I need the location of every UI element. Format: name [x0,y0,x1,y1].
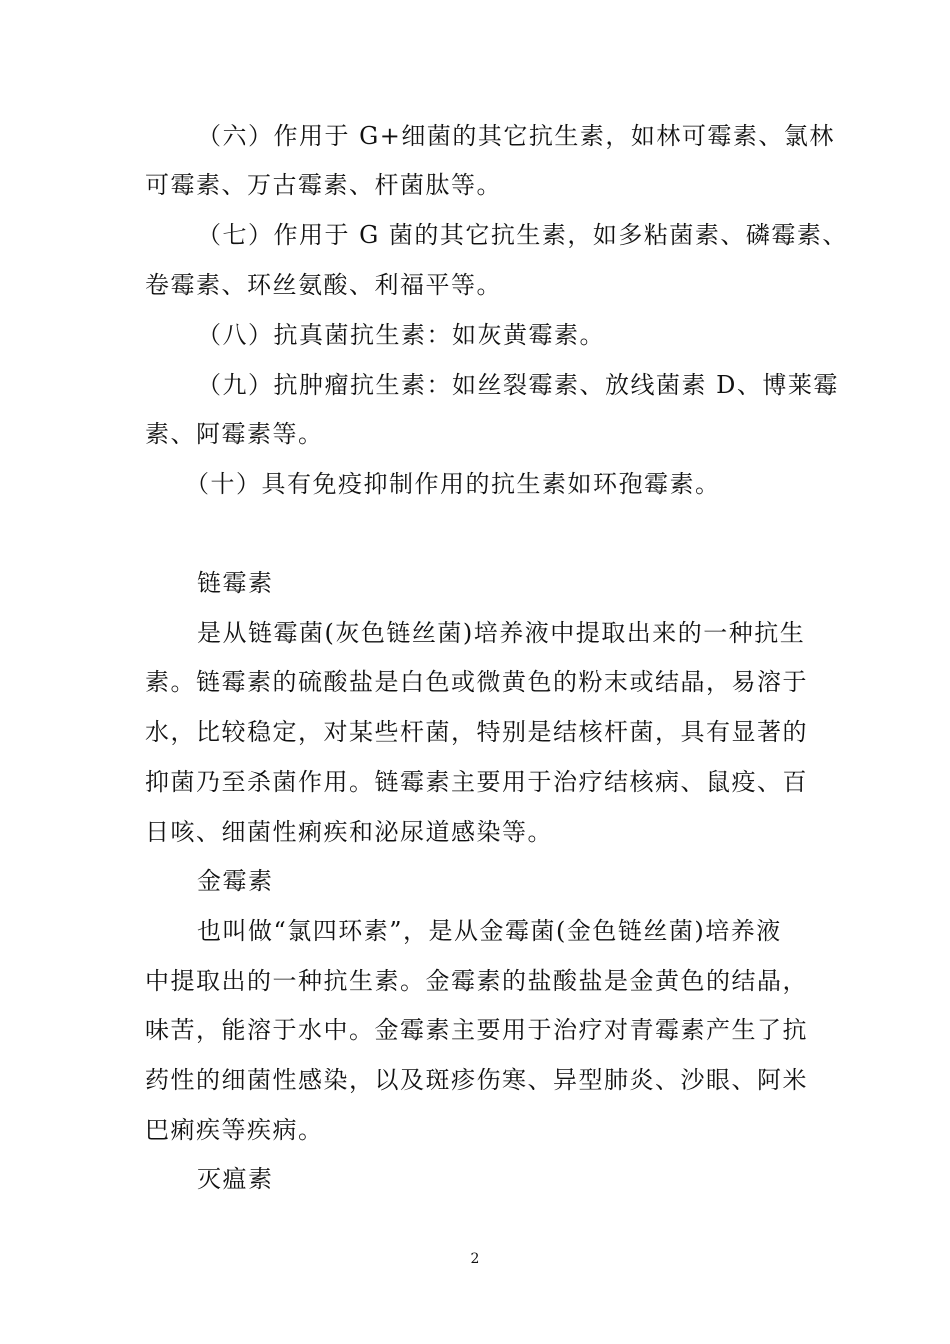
text-line: 中提取出的一种抗生素。金霉素的盐酸盐是金黄色的结晶， [145,967,808,995]
text-line: 可霉素、万古霉素、杆菌肽等。 [145,171,502,199]
text-line: （六）作用于 G+细菌的其它抗生素，如林可霉素、氯林 [197,122,835,150]
text-line: （八）抗真菌抗生素：如灰黄霉素。 [197,321,605,349]
text-line: 也叫做“氯四环素”，是从金霉菌(金色链丝菌)培养液 [197,917,782,945]
text-line: （七）作用于 G 菌的其它抗生素，如多粘菌素、磷霉素、 [197,221,848,249]
text-line: 素。链霉素的硫酸盐是白色或微黄色的粉末或结晶，易溶于 [145,668,808,696]
text-line: 味苦，能溶于水中。金霉素主要用于治疗对青霉素产生了抗 [145,1016,808,1044]
text-line: （九）抗肿瘤抗生素：如丝裂霉素、放线菌素 D、博莱霉 [197,371,839,399]
text-line: 药性的细菌性感染，以及斑疹伤寒、异型肺炎、沙眼、阿米 [145,1066,808,1094]
section-heading: 链霉素 [197,569,274,597]
text-line: 抑菌乃至杀菌作用。链霉素主要用于治疗结核病、鼠疫、百 [145,768,808,796]
text-line: 是从链霉菌(灰色链丝菌)培养液中提取出来的一种抗生 [197,619,806,647]
section-heading: 灭瘟素 [197,1165,274,1193]
text-line: 素、阿霉素等。 [145,420,324,448]
text-line: 水，比较稳定，对某些杆菌，特别是结核杆菌，具有显著的 [145,718,808,746]
text-line: 卷霉素、环丝氨酸、利福平等。 [145,271,502,299]
text-line: 巴痢疾等疾病。 [145,1116,324,1144]
section-heading: 金霉素 [197,867,274,895]
page-number: 2 [470,1251,480,1267]
text-line: （十）具有免疫抑制作用的抗生素如环孢霉素。 [185,470,721,498]
text-line: 日咳、细菌性痢疾和泌尿道感染等。 [145,818,553,846]
